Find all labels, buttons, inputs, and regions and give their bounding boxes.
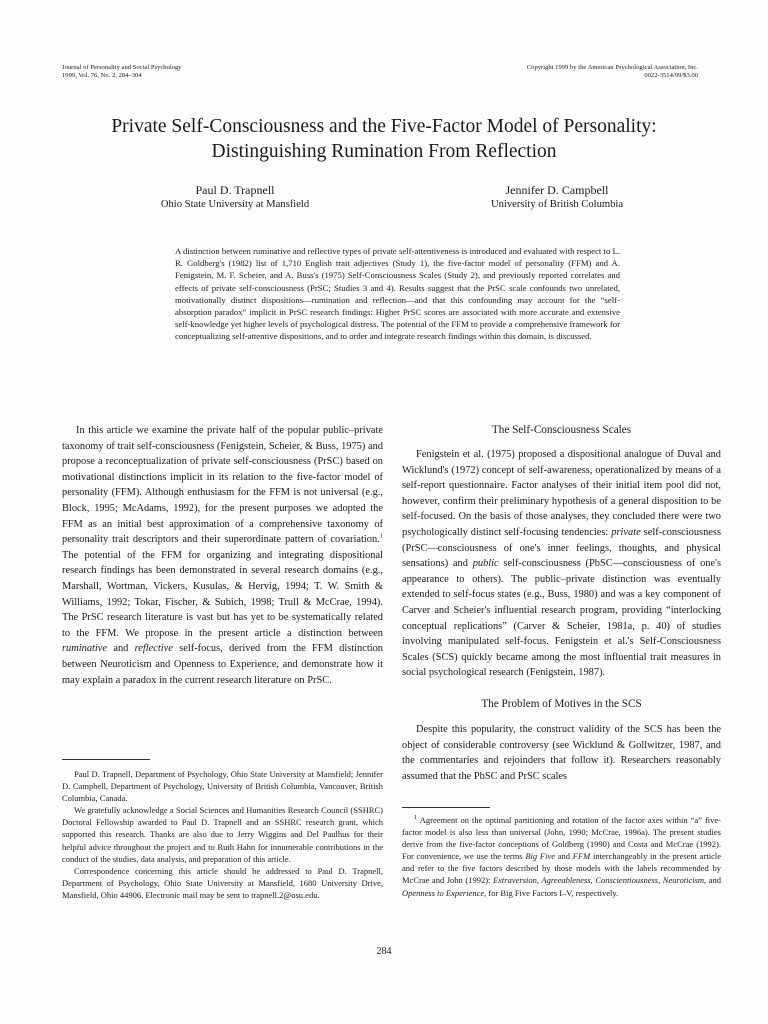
- footnote-divider: [402, 807, 490, 808]
- author-note-affiliations: Paul D. Trapnell, Department of Psychology, Ohio State University at Mansfield; Jennifer D. Campbell, Department of Psychology, University of British Columbia, Vancouver, British Columbia, Canada.: [62, 769, 383, 804]
- article-title: [40, 114, 728, 164]
- intro-paragraph: In this article we examine the private half of the popular public–private taxonomy of trait self-consciousness (Fenigstein, Scheier, & Buss, 1975) and propose a reconceptualization of private self-consciousness (PrSC) based on motivational distinctions implicit in its relation to the five-factor model of personality (FFM). Although enthusiasm for the FFM is not universal (e.g., Block, 1995; McAdams, 1992), for the present purposes we adopted the FFM as an initial best approximation of a comprehensive taxonomy of personality trait descriptors and their superordinate pattern of covariation.$^1$ The potential of the FFM for organizing and integrating dispositional research findings has been demonstrated in several research domains (e.g., Marshall, Wortman, Vickers, Kusulas, & Hervig, 1994; T. W. Smith & Williams, 1992; Tokar, Fischer, & Subich, 1998; Trull & McCrae, 1994). The PrSC research literature is vast but has yet to be systematically related to the FFM. We propose in the present article a distinction between ruminative and reflective self-focus, derived from the FFM distinction between Neuroticism and Openness to Experience, and demonstrate how it may explain a paradox in the current research literature on PrSC.: [62, 425, 383, 686]
- issn-line: 0022-3514/99/$3.00: [644, 72, 698, 79]
- author-1: [110, 183, 360, 211]
- copyright-line: Copyright 1999 by the American Psychological Association, Inc.: [526, 64, 698, 71]
- footnote-1: [402, 814, 721, 899]
- section-heading-problem-of-motives: The Problem of Motives in the SCS: [481, 697, 642, 710]
- left-column: [62, 423, 383, 688]
- author-note-correspondence: Correspondence concerning this article should be addressed to Paul D. Trapnell, Department of Psychology, Ohio State University at Mansfield, 1680 University Drive, Mansfield, Ohio 44906. Electronic mail may be sent to trapnell.2@osu.edu.: [62, 865, 383, 900]
- footnote-1-marker: 1: [414, 814, 418, 822]
- copyright-notice: [527, 64, 698, 80]
- author-2-affiliation: University of British Columbia: [490, 199, 624, 210]
- journal-name: Journal of Personality and Social Psychology: [62, 64, 182, 71]
- section2-paragraph: Despite this popularity, the construct validity of the SCS has been the object of considerable controversy (see Wicklund & Gollwitzer, 1987, and the commentaries and rejoinders that follow it). Researchers reasonably assumed that the PbSC and PrSC scales: [402, 723, 721, 782]
- section1-paragraph: Fenigstein et al. (1975) proposed a dispositional analogue of Duval and Wicklund's (1972) concept of self-awareness, operationalized by means of a self-report questionnaire. Factor analyses of their initial item pool did not, however, confirm their preliminary hypothesis of a general disposition to be self-focused. On the basis of those analyses, they concluded there were two psychologically distinct self-focusing tendencies: private self-consciousness (PrSC—consciousness of one's inner feelings, thoughts, and physical sensations) and public self-consciousness (PbSC—consciousness of one's appearance to others). The public–private distinction was eventually extended to self-focus states (e.g., Buss, 1980) and was a key component of Carver and Scheier's influential research program, providing “interlocking conceptual replications” (Carver & Scheier, 1981a, p. 40) of studies involving manipulated self-focus. Fenigstein et al.'s Self-Consciousness Scales (SCS) quickly became among the most influential trait measures in social psychological research (Fenigstein, 1987).: [402, 449, 721, 679]
- author-2: [432, 183, 682, 211]
- title-line-1: Private Self-Consciousness and the Five-Factor Model of Personality:: [111, 116, 657, 137]
- journal-citation: [62, 64, 182, 80]
- right-column: [402, 447, 721, 784]
- page-number: 284: [376, 946, 392, 957]
- author-1-affiliation: Ohio State University at Mansfield: [160, 199, 310, 210]
- abstract: A distinction between ruminative and reflective types of private self-attentiveness is introduced and evaluated with respect to L. R. Goldberg's (1982) list of 1,710 English trait adjectives (Study 1), the five-factor model of personality (FFM) and A. Fenigstein, M. F. Scheier, and A. Buss's (1975) Self-Consciousness Scales (Study 2), and previously reported correlates and effects of private self-consciousness (PrSC; Studies 3 and 4). Results suggest that the PrSC scale confounds two unrelated, motivationally distinct dispositions—rumination and reflection—and that this confounding may account for the “self-absorption paradox” implicit in PrSC research findings: Higher PrSC scores are associated with more accurate and extensive self-knowledge yet higher levels of psychological distress. The potential of the FFM to provide a comprehensive framework for conceptualizing self-attentive dispositions, and to order and integrate research findings within this domain, is discussed.: [175, 246, 620, 342]
- section-heading-self-consciousness-scales: The Self-Consciousness Scales: [491, 424, 632, 436]
- author-2-name: Jennifer D. Campbell: [505, 183, 609, 197]
- journal-volume: 1999, Vol. 76, No. 2, 284–304: [62, 72, 142, 79]
- author-note: [62, 768, 383, 901]
- title-line-2: Distinguishing Rumination From Reflection: [211, 141, 557, 162]
- author-1-name: Paul D. Trapnell: [195, 183, 275, 197]
- author-note-acknowledgments: We gratefully acknowledge a Social Sciences and Humanities Research Council (SSHRC) Doctoral Fellowship awarded to Paul D. Trapnell and an SSHRC research grant, which supported this research. Thanks are also due to Jerry Wiggins and Del Paulhus for their helpful advice throughout the project and to Ruth Hahn for innumerable contributions in the conduct of the studies, data analysis, and preparation of this article.: [62, 805, 383, 864]
- footnote-1-text: $^1$ Agreement on the optimal partitioning and rotation of the factor axes within “a” five-factor model is also less than universal (John, 1990; McCrae, 1996a). The present studies derive from the five-factor conceptions of Goldberg (1990) and Costa and McCrae (1992). For convenience, we use the terms Big Five and FFM interchangeably in the present article and refer to the five factors described by those models with the labels recommended by McCrae and John (1992): Extraversion, Agreeableness, Conscientiousness, Neuroticism, and Openness to Experience, for Big Five Factors I–V, respectively.: [402, 814, 722, 898]
- author-note-divider: [62, 759, 150, 760]
- footnote-ref-1: 1: [379, 532, 383, 540]
